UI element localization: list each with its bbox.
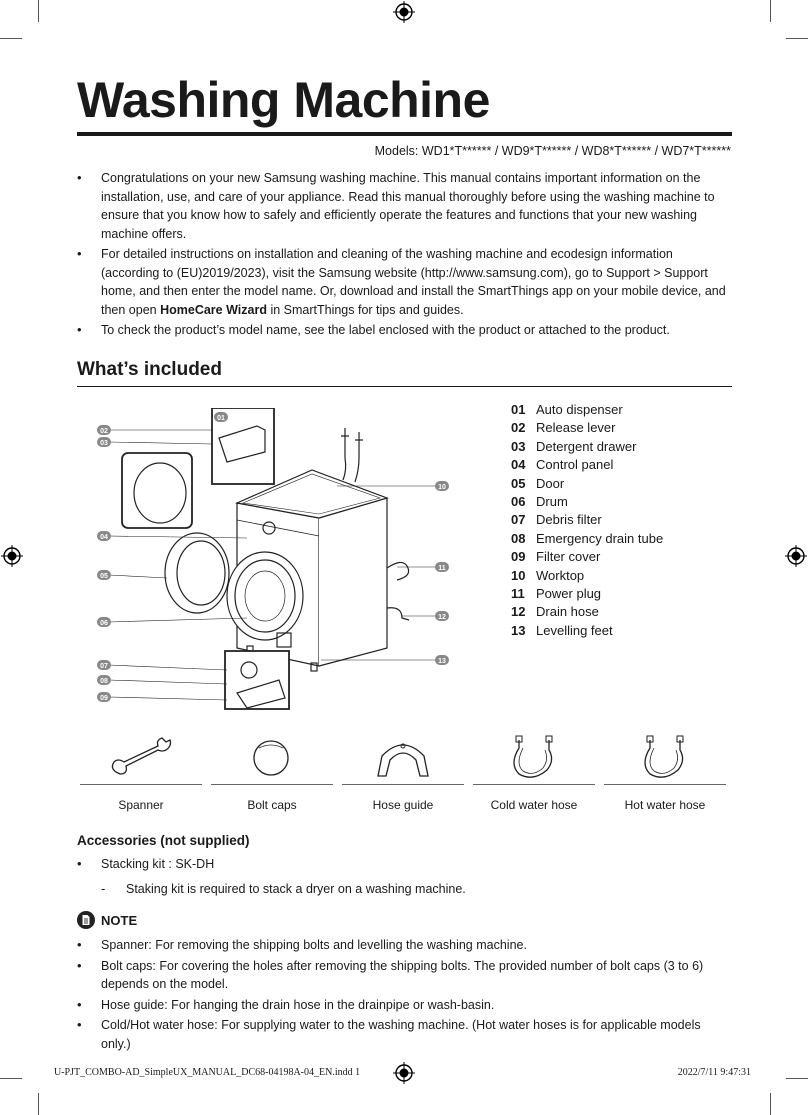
svg-text:08: 08 xyxy=(100,678,108,685)
part-number: 03 xyxy=(511,438,526,454)
part-number: 06 xyxy=(511,494,526,510)
accessory-label: Spanner xyxy=(118,798,164,812)
svg-text:12: 12 xyxy=(438,614,446,621)
crop-mark xyxy=(0,1078,22,1079)
callout-04-icon xyxy=(97,531,111,541)
callout-01-icon xyxy=(214,412,228,422)
accessory-rule xyxy=(473,784,595,785)
cold-water-hose-icon xyxy=(499,734,569,780)
part-number: 10 xyxy=(511,567,526,583)
part-name: Emergency drain tube xyxy=(536,530,664,546)
note-header xyxy=(77,911,137,929)
accessories-list xyxy=(77,855,732,900)
part-item xyxy=(511,493,663,511)
svg-text:10: 10 xyxy=(438,484,446,491)
note-item: • Hose guide: For hanging the drain hose in the drainpipe or wash-basin. xyxy=(77,996,732,1015)
accessories-heading: Accessories (not supplied) xyxy=(77,833,250,848)
accessory-spanner xyxy=(80,734,202,812)
hot-water-hose-icon xyxy=(630,734,700,780)
part-item xyxy=(511,548,663,566)
callout-05-icon xyxy=(97,570,111,580)
crop-mark xyxy=(0,38,22,39)
page-title: Washing Machine xyxy=(77,72,490,128)
callout-11-icon xyxy=(435,562,449,572)
part-number: 09 xyxy=(511,549,526,565)
homecare-wizard-label: HomeCare Wizard xyxy=(160,302,267,317)
svg-text:13: 13 xyxy=(438,658,446,665)
part-name: Release lever xyxy=(536,420,616,436)
part-name: Worktop xyxy=(536,567,585,583)
callout-09-icon xyxy=(97,692,111,702)
accessory-rule xyxy=(80,784,202,785)
instructions-text-end: in SmartThings for tips and guides. xyxy=(266,302,464,317)
svg-text:03: 03 xyxy=(100,440,108,447)
part-item xyxy=(511,438,663,456)
accessory-rule xyxy=(342,784,464,785)
crosshair-registration-icon xyxy=(1,545,23,567)
svg-text:05: 05 xyxy=(100,573,108,580)
part-number: 12 xyxy=(511,604,526,620)
note-list xyxy=(77,936,732,1055)
note-item: • Spanner: For removing the shipping bolts and levelling the washing machine. xyxy=(77,936,732,955)
accessory-label: Bolt caps xyxy=(247,798,297,812)
accessory-hose-guide xyxy=(342,734,464,812)
svg-text:11: 11 xyxy=(438,565,446,572)
part-item xyxy=(511,475,663,493)
accessory-subitem: - Staking kit is required to stack a dryer on a washing machine. xyxy=(77,880,732,899)
note-item: • Bolt caps: For covering the holes after removing the shipping bolts. The provided number of bolt caps (3 to 6) depends on the model. xyxy=(77,957,732,994)
part-item xyxy=(511,419,663,437)
crosshair-registration-icon xyxy=(393,1,415,23)
svg-text:09: 09 xyxy=(100,695,108,702)
part-name: Control panel xyxy=(536,457,614,473)
part-name: Filter cover xyxy=(536,549,601,565)
callout-12-icon xyxy=(435,611,449,621)
title-rule xyxy=(77,132,732,136)
section-rule xyxy=(77,386,732,387)
part-number: 04 xyxy=(511,457,526,473)
parts-list xyxy=(511,401,663,640)
intro-bullet xyxy=(77,245,732,319)
intro-bullet: • Congratulations on your new Samsung washing machine. This manual contains important information on the installation, use, and care of your appliance. Read this manual thoroughly before using the washing machine to ensure that you know how to safely and efficiently operate the features and functions that your new washing machine offers. xyxy=(77,169,732,243)
svg-text:06: 06 xyxy=(100,620,108,627)
crop-mark xyxy=(786,1078,808,1079)
intro-bullets xyxy=(77,169,732,342)
crop-mark xyxy=(38,0,39,22)
crop-mark xyxy=(38,1093,39,1115)
svg-text:04: 04 xyxy=(100,534,108,541)
model-list: Models: WD1*T****** / WD9*T****** / WD8*T****** / WD7*T****** xyxy=(374,144,731,158)
accessory-item: • Stacking kit : SK-DH xyxy=(77,855,732,874)
crosshair-registration-icon xyxy=(393,1062,415,1084)
callout-03-icon xyxy=(97,437,111,447)
crop-mark xyxy=(786,38,808,39)
accessory-rule xyxy=(604,784,726,785)
callout-07-icon xyxy=(97,660,111,670)
callout-02-icon xyxy=(97,425,111,435)
crosshair-registration-icon xyxy=(785,545,807,567)
part-item xyxy=(511,567,663,585)
part-item xyxy=(511,456,663,474)
part-name: Drain hose xyxy=(536,604,599,620)
accessory-label: Hose guide xyxy=(372,798,434,812)
crop-mark xyxy=(770,0,771,22)
part-number: 11 xyxy=(511,586,525,602)
footer-filename: U-PJT_COMBO-AD_SimpleUX_MANUAL_DC68-04198A-04_EN.indd 1 xyxy=(54,1067,361,1078)
svg-text:01: 01 xyxy=(217,415,225,422)
footer-timestamp: 2022/7/11 9:47:31 xyxy=(677,1067,751,1078)
accessory-hot-water-hose xyxy=(604,734,726,812)
note-label: NOTE xyxy=(101,912,138,928)
callout-06-icon xyxy=(97,617,111,627)
part-name: Levelling feet xyxy=(536,622,613,638)
callout-13-icon xyxy=(435,655,449,665)
part-number: 02 xyxy=(511,420,526,436)
part-item xyxy=(511,622,663,640)
hose-guide-icon xyxy=(368,734,438,780)
part-item xyxy=(511,401,663,419)
part-name: Drum xyxy=(536,494,568,510)
part-name: Detergent drawer xyxy=(536,438,637,454)
spanner-icon xyxy=(106,734,176,780)
part-number: 08 xyxy=(511,530,526,546)
svg-text:07: 07 xyxy=(100,663,108,670)
section-heading: What’s included xyxy=(77,359,222,380)
part-item xyxy=(511,530,663,548)
accessory-rule xyxy=(211,784,333,785)
part-number: 13 xyxy=(511,622,526,638)
part-number: 05 xyxy=(511,475,526,491)
part-item xyxy=(511,603,663,621)
part-number: 07 xyxy=(511,512,526,528)
part-number: 01 xyxy=(511,402,526,417)
washing-machine-diagram xyxy=(97,408,457,713)
part-name: Door xyxy=(536,475,565,491)
svg-text:02: 02 xyxy=(100,428,108,435)
accessory-label: Cold water hose xyxy=(490,798,578,812)
instructions-text: For detailed instructions on installation and cleaning of the washing machine and ecodesign information (according to (EU)2019/2023), visit the Samsung website (http://www.samsung.com), go to Support > Support home, and then enter the model name. Or, download and install the SmartThings app on your mobile device, and then open xyxy=(101,247,726,317)
part-item xyxy=(511,585,663,603)
part-name: Debris filter xyxy=(536,512,602,528)
part-name: Power plug xyxy=(536,586,602,602)
accessory-bolt-caps xyxy=(211,734,333,812)
accessory-label: Hot water hose xyxy=(624,798,706,812)
note-item: • Cold/Hot water hose: For supplying water to the washing machine. (Hot water hoses is for applicable models only.) xyxy=(77,1016,732,1053)
intro-bullet: • To check the product’s model name, see the label enclosed with the product or attached to the product. xyxy=(77,321,732,340)
part-item xyxy=(511,511,663,529)
bolt-cap-icon xyxy=(237,734,307,780)
callout-08-icon xyxy=(97,675,111,685)
callout-10-icon xyxy=(435,481,449,491)
accessory-cold-water-hose xyxy=(473,734,595,812)
part-name: Auto dispenser xyxy=(536,402,623,417)
note-document-icon xyxy=(77,911,95,929)
crop-mark xyxy=(770,1093,771,1115)
